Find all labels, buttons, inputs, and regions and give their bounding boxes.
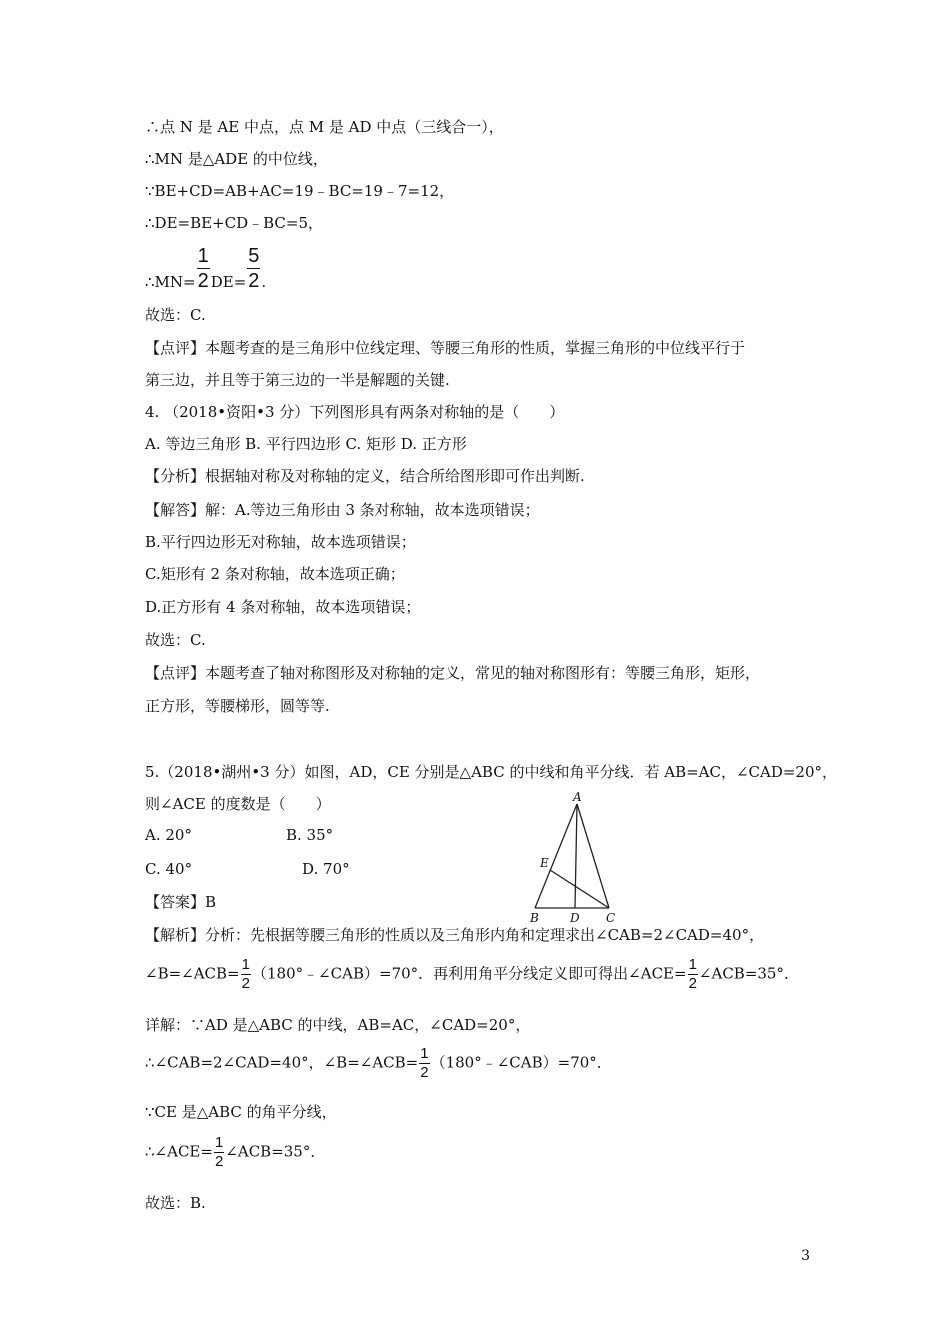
text-fragment: （180°﹣∠CAB）=70°．再利用角平分线定义即可得出∠ACE= [251, 964, 687, 983]
text-line: 【分析】根据轴对称及对称轴的定义，结合所给图形即可作出判断. [145, 467, 585, 485]
vertex-label-b: B [530, 911, 539, 922]
text-fragment: ∴∠ACE= [145, 1142, 213, 1161]
text-fragment: DE= [210, 273, 247, 291]
denominator: 2 [241, 975, 250, 992]
question-5-stem: 5.（2018•湖州•3 分）如图，AD，CE 分别是△ABC 的中线和角平分线．若 AB=AC，∠CAD=20°， [145, 763, 838, 781]
text-fragment: . [261, 273, 267, 291]
option-a: A. 20° [145, 826, 192, 844]
triangle-figure [525, 790, 635, 922]
text-fragment: ∴MN= [145, 273, 196, 291]
analysis-formula-line [145, 956, 799, 993]
numerator: 1 [420, 1045, 429, 1062]
text-line: 故选：C. [145, 306, 206, 324]
side-ac [577, 804, 609, 908]
text-line: ∴MN 是△ADE 的中位线， [145, 150, 328, 168]
text-fragment: ∠B=∠ACB= [145, 964, 240, 983]
fraction-one-half [688, 956, 698, 993]
option-c: C. 40° [145, 860, 193, 878]
text-fragment: ∠ACB=35°． [698, 964, 799, 983]
text-line: 【解答】解：A.等边三角形由 3 条对称轴，故本选项错误； [145, 501, 540, 519]
denominator: 2 [688, 975, 697, 992]
question-4-options: A. 等边三角形 B. 平行四边形 C. 矩形 D. 正方形 [145, 435, 467, 453]
text-line: 【解析】分析：先根据等腰三角形的性质以及三角形内角和定理求出∠CAB=2∠CAD=40°， [145, 926, 765, 944]
numerator: 5 [248, 245, 260, 267]
question-4-stem: 4. （2018•资阳•3 分）下列图形具有两条对称轴的是（ ） [145, 403, 565, 421]
numerator: 1 [214, 1134, 224, 1151]
denominator: 2 [420, 1064, 429, 1081]
text-line: ∵CE 是△ABC 的角平分线， [145, 1103, 337, 1121]
text-line: 正方形，等腰梯形，圆等等. [145, 697, 330, 715]
fraction-one-half [214, 1134, 224, 1171]
text-line: B.平行四边形无对称轴，故本选项错误； [145, 533, 416, 551]
mn-formula-line [145, 244, 266, 293]
fraction-five-half [247, 244, 260, 293]
text-line: D.正方形有 4 条对称轴，故本选项错误； [145, 598, 421, 616]
text-line: 故选：B. [145, 1194, 206, 1212]
numerator: 1 [688, 956, 697, 973]
bisector-ce [550, 870, 609, 908]
text-line: 【点评】本题考查的是三角形中位线定理、等腰三角形的性质，掌握三角形的中位线平行于 [145, 339, 746, 357]
median-ad [575, 804, 577, 908]
text-line: ∴DE=BE+CD﹣BC=5， [145, 214, 324, 232]
text-fragment: ∠ACB=35°． [225, 1142, 326, 1161]
answer-line: 【答案】B [145, 893, 217, 911]
text-line: 【点评】本题考查了轴对称图形及对称轴的定义，常见的轴对称图形有：等腰三角形，矩形， [145, 664, 761, 682]
option-b: B. 35° [286, 826, 334, 844]
text-line: ∵BE+CD=AB+AC=19﹣BC=19﹣7=12， [145, 182, 455, 200]
fraction-one-half [419, 1045, 429, 1082]
text-line: 故选：C. [145, 631, 206, 649]
text-fragment: ∴∠CAB=2∠CAD=40°，∠B=∠ACB= [145, 1053, 419, 1072]
text-fragment: （180°﹣∠CAB）=70°． [430, 1053, 612, 1072]
vertex-label-c: C [606, 911, 616, 922]
numerator: 1 [197, 245, 209, 267]
denominator: 2 [197, 270, 209, 292]
text-line: 第三边，并且等于第三边的一半是解题的关键. [145, 371, 450, 389]
fraction-one-half [197, 244, 210, 293]
option-d: D. 70° [302, 860, 350, 878]
numerator: 1 [241, 956, 250, 973]
vertex-label-d: D [570, 911, 580, 922]
text-line: C.矩形有 2 条对称轴，故本选项正确； [145, 565, 405, 583]
text-line: ∴点 N 是 AE 中点，点 M 是 AD 中点（三线合一）， [145, 118, 504, 136]
question-5-stem-cont: 则∠ACE 的度数是（ ） [145, 795, 331, 813]
denominator: 2 [248, 270, 260, 292]
detail-formula-line [145, 1045, 612, 1082]
page-number: 3 [801, 1248, 810, 1264]
vertex-label-a: A [573, 790, 582, 804]
text-line: 详解：∵AD 是△ABC 的中线，AB=AC，∠CAD=20°， [145, 1016, 531, 1034]
fraction-one-half [241, 956, 251, 993]
detail-formula-line [145, 1134, 325, 1171]
vertex-label-e: E [540, 856, 549, 870]
denominator: 2 [214, 1153, 224, 1170]
